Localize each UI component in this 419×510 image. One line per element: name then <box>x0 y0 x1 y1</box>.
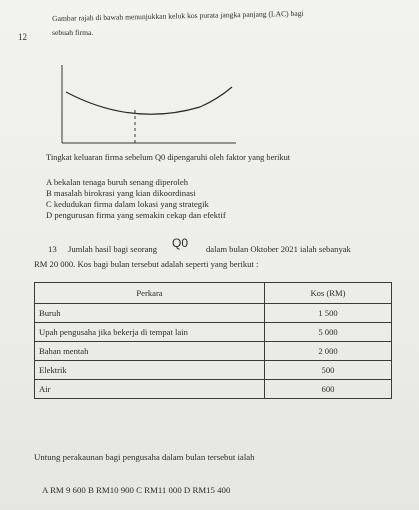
table-row <box>35 380 392 399</box>
question-12-statement: Tingkat keluaran firma sebelum Q0 dipengaruhi oleh faktor yang berikut <box>46 153 291 162</box>
option-a: A bekalan tenaga buruh senang diperoleh <box>46 177 188 187</box>
question-13-text-part1: Jumlah hasil bagi seorang <box>68 244 158 254</box>
row-item: Buruh <box>35 304 265 323</box>
table-row <box>35 361 392 380</box>
option-d: D pengurusan firma yang semakin cekap dan efektif <box>46 210 226 220</box>
table-row <box>35 342 392 361</box>
question-13-prompt: Untung perakaunan bagi pengusaha dalam bulan tersebut ialah <box>34 452 255 462</box>
row-item: Upah pengusaha jika bekerja di tempat lain <box>35 323 265 342</box>
question-12-number: 12 <box>18 32 27 42</box>
row-item: Elektrik <box>35 361 265 380</box>
row-cost: 600 <box>265 380 392 399</box>
question-13-text-part2: dalam bulan Oktober 2021 ialah sebanyak <box>206 244 351 254</box>
table-row <box>35 323 392 342</box>
header-cost: Kos (RM) <box>265 283 392 304</box>
question-13-q0-label: Q0 <box>172 236 189 250</box>
lac-curve-graph <box>60 65 240 150</box>
lac-curve <box>66 87 232 114</box>
table-header-row <box>35 283 392 304</box>
option-c: C kedudukan firma dalam lokasi yang strategik <box>46 199 209 209</box>
row-item: Air <box>35 380 265 399</box>
row-cost: 500 <box>265 361 392 380</box>
question-13-answers: A RM 9 600 B RM10 900 C RM11 000 D RM15 400 <box>42 485 231 495</box>
option-b: B masalah birokrasi yang kian dikoordinasi <box>46 188 196 198</box>
row-cost: 1 500 <box>265 304 392 323</box>
row-cost: 2 000 <box>265 342 392 361</box>
row-cost: 5 000 <box>265 323 392 342</box>
header-item: Perkara <box>35 283 265 304</box>
cost-table <box>34 282 392 399</box>
question-12-text-line1: Gambar rajah di bawah menunjukkan keluk kos purata jangka panjang (LAC) bagi <box>52 8 304 23</box>
row-item: Bahan mentah <box>35 342 265 361</box>
question-13-number: 13 <box>48 244 57 254</box>
question-12-text-line2: sebuah firma. <box>52 28 94 37</box>
table-row <box>35 304 392 323</box>
question-13-text-line2: RM 20 000. Kos bagi bulan tersebut adalah seperti yang berikut : <box>34 259 259 269</box>
